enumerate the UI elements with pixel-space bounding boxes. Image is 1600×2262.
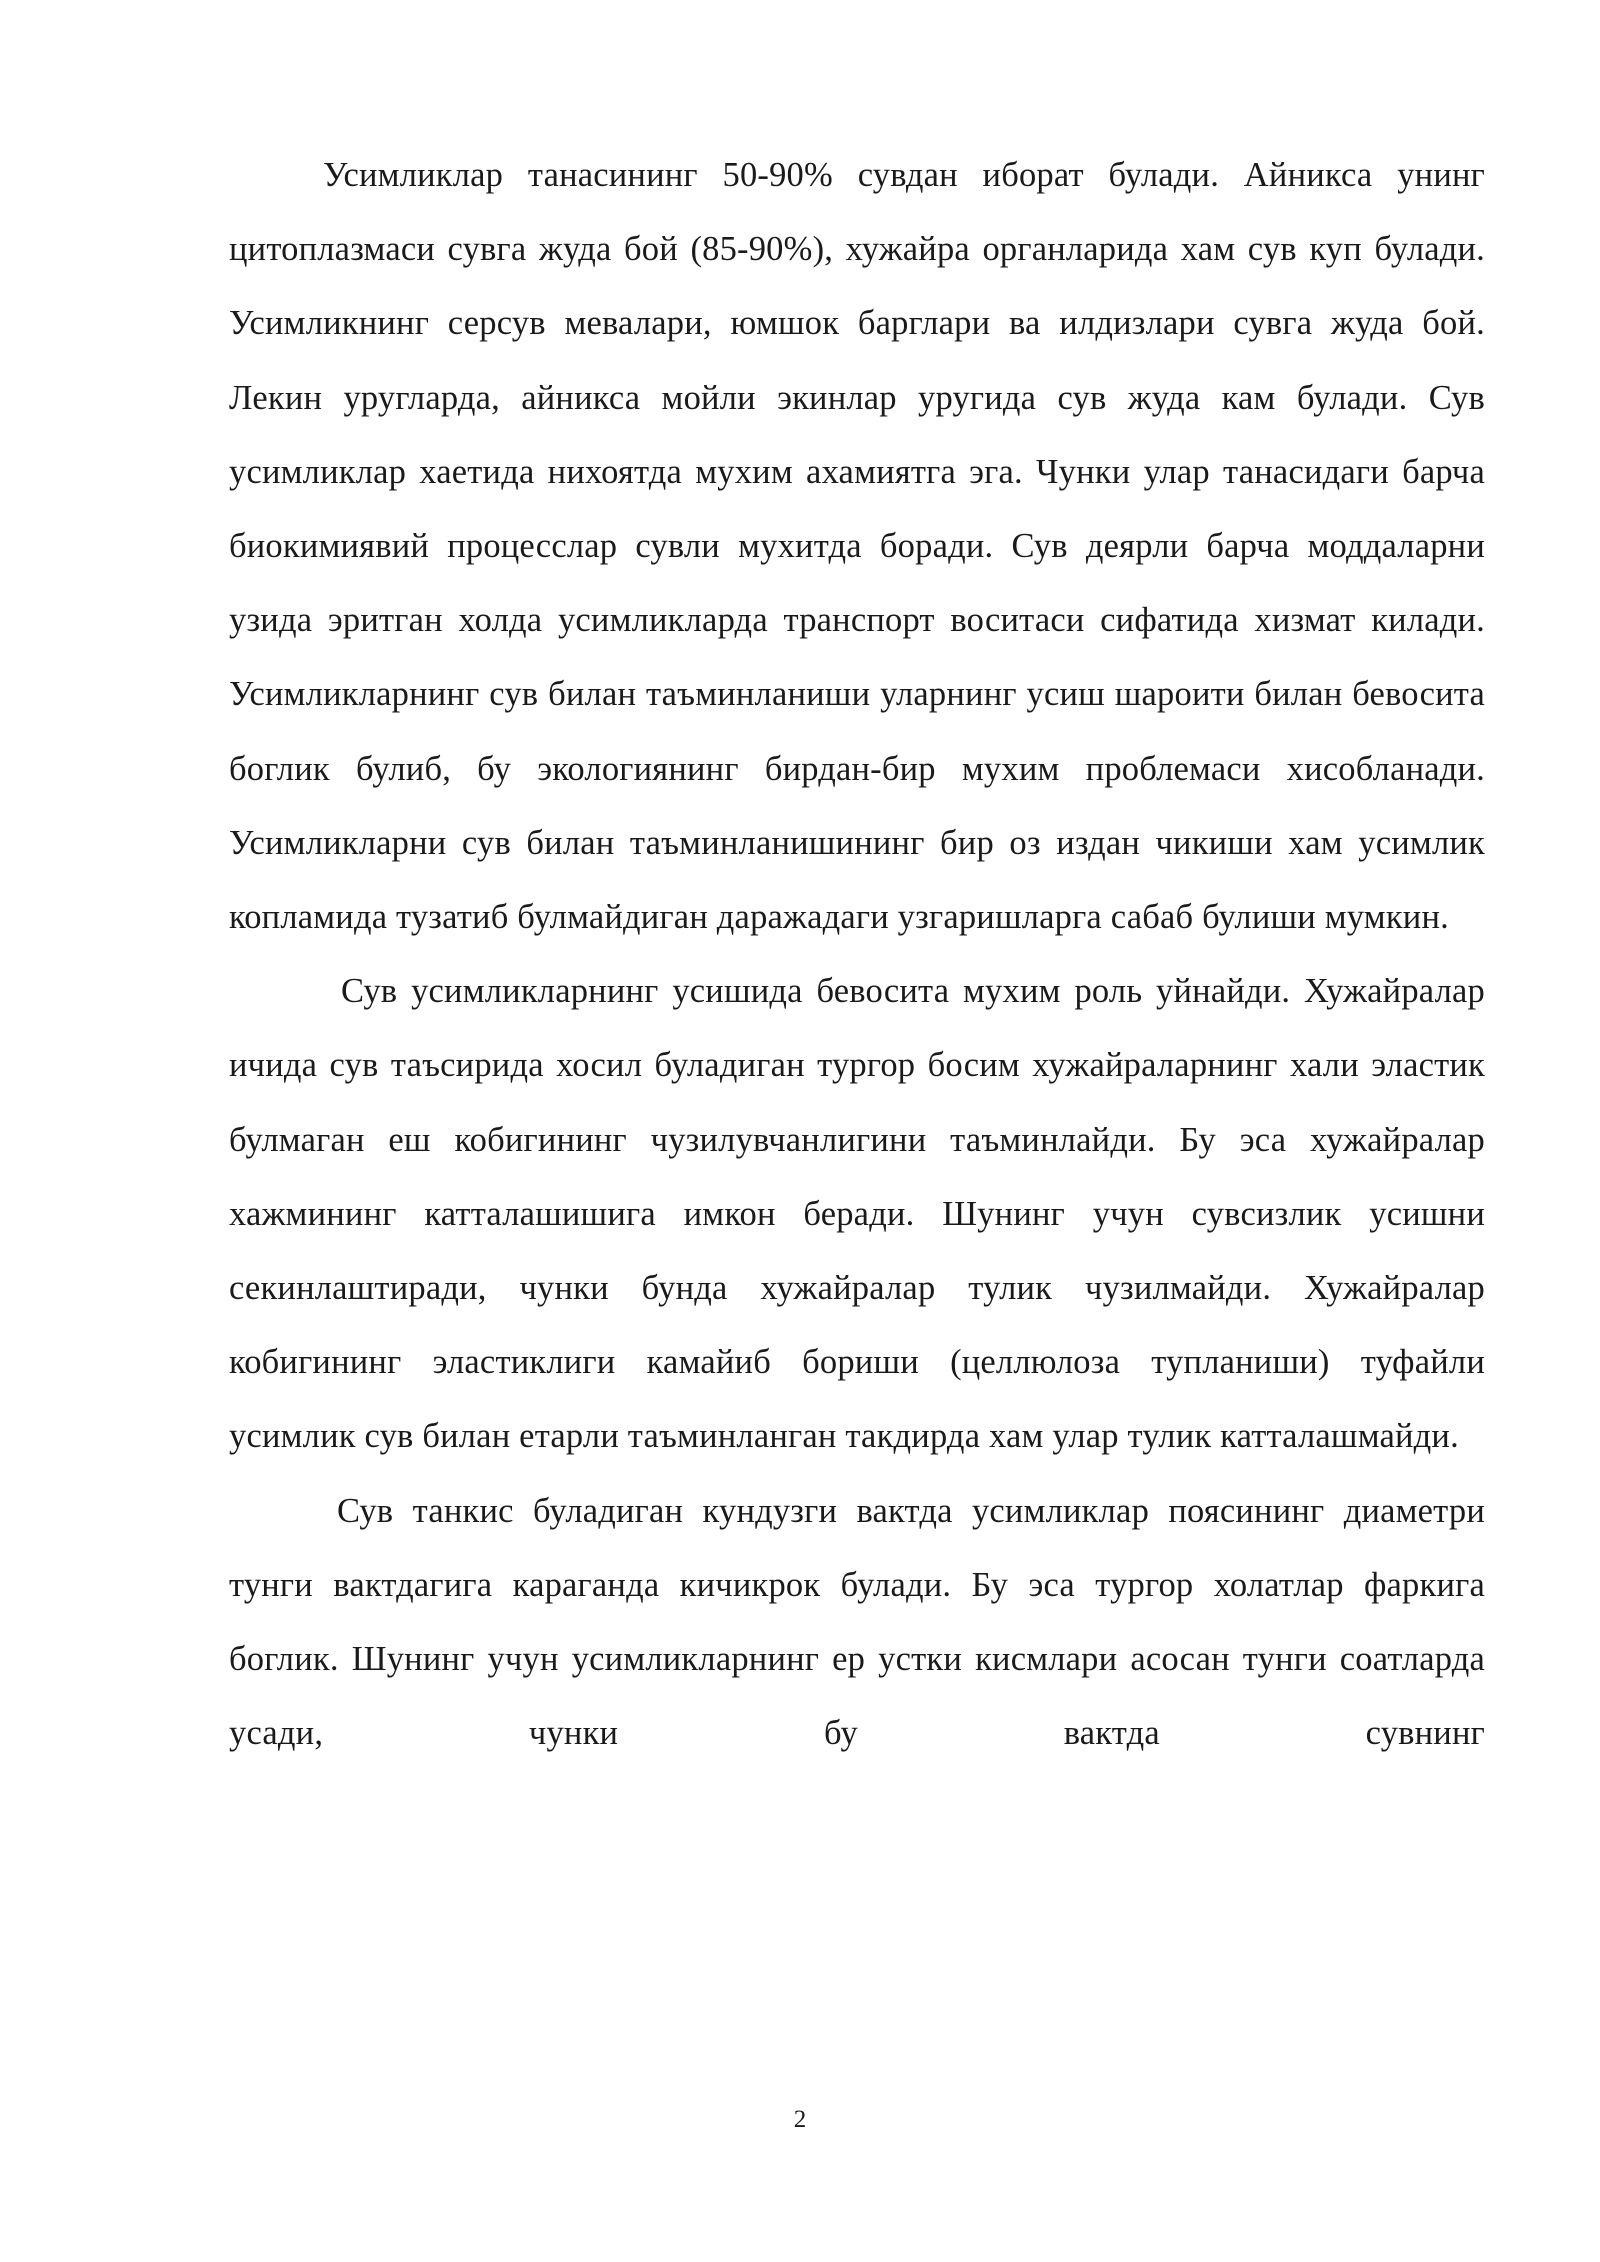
paragraph-2: Сув усимликларнинг усишида бевосита мухим роль уйнайди. Хужайралар ичида сув таъсирида хосил буладиган тургор босим хужайраларнинг хали эластик булмаган еш кобигининг чузилувчанлигини таъминлайди. Бу эса хужайралар хажмининг катталашишига имкон беради. Шунинг учун сувсизлик усишни секинлаштиради, чунки бунда хужайралар тулик чузилмайди. Хужайралар кобигининг эластиклиги камайиб бориши (целлюлоза тупланиши) туфайли усимлик сув билан етарли таъминланган такдирда хам улар тулик катталашмайди.	[229, 972, 1485, 1456]
paragraph-3: Сув танкис буладиган кундузги вактда усимликлар поясининг диаметри тунги вактдагига караганда кичикрок булади. Бу эса тургор холатлар фаркига боглик. Шунинг учун усимликларнинг ер устки кисмлари асосан тунги соатларда усади, чунки бу вактда сувнинг	[229, 1491, 1485, 1753]
paragraph-1: Усимликлар танасининг 50-90% сувдан иборат булади. Айникса унинг цитоплазмаси сувга жуда бой (85-90%), хужайра органларида хам сув куп булади. Усимликнинг серсув мевалари, юмшок барглари ва илдизлари сувга жуда бой. Лекин уругларда, айникса мойли экинлар уругида сув жуда кам булади. Сув усимликлар хаетида нихоятда мухим ахамиятга эга. Чунки улар танасидаги барча биокимиявий процесслар сувли мухитда боради. Сув деярли барча моддаларни узида эритган холда усимликларда транспорт воситаси сифатида хизмат килади. Усимликларнинг сув билан таъминланиши уларнинг усиш шароити билан бевосита боглик булиб, бу экологиянинг бирдан-бир мухим проблемаси хисобланади. Усимликларни сув билан таъминланишининг бир оз издан чикиши хам усимлик копламида тузатиб булмайдиган даражадаги узгаришларга сабаб булиши мумкин.	[229, 156, 1485, 937]
document-page	[229, 138, 1485, 1770]
page-number: 2	[793, 2106, 807, 2133]
